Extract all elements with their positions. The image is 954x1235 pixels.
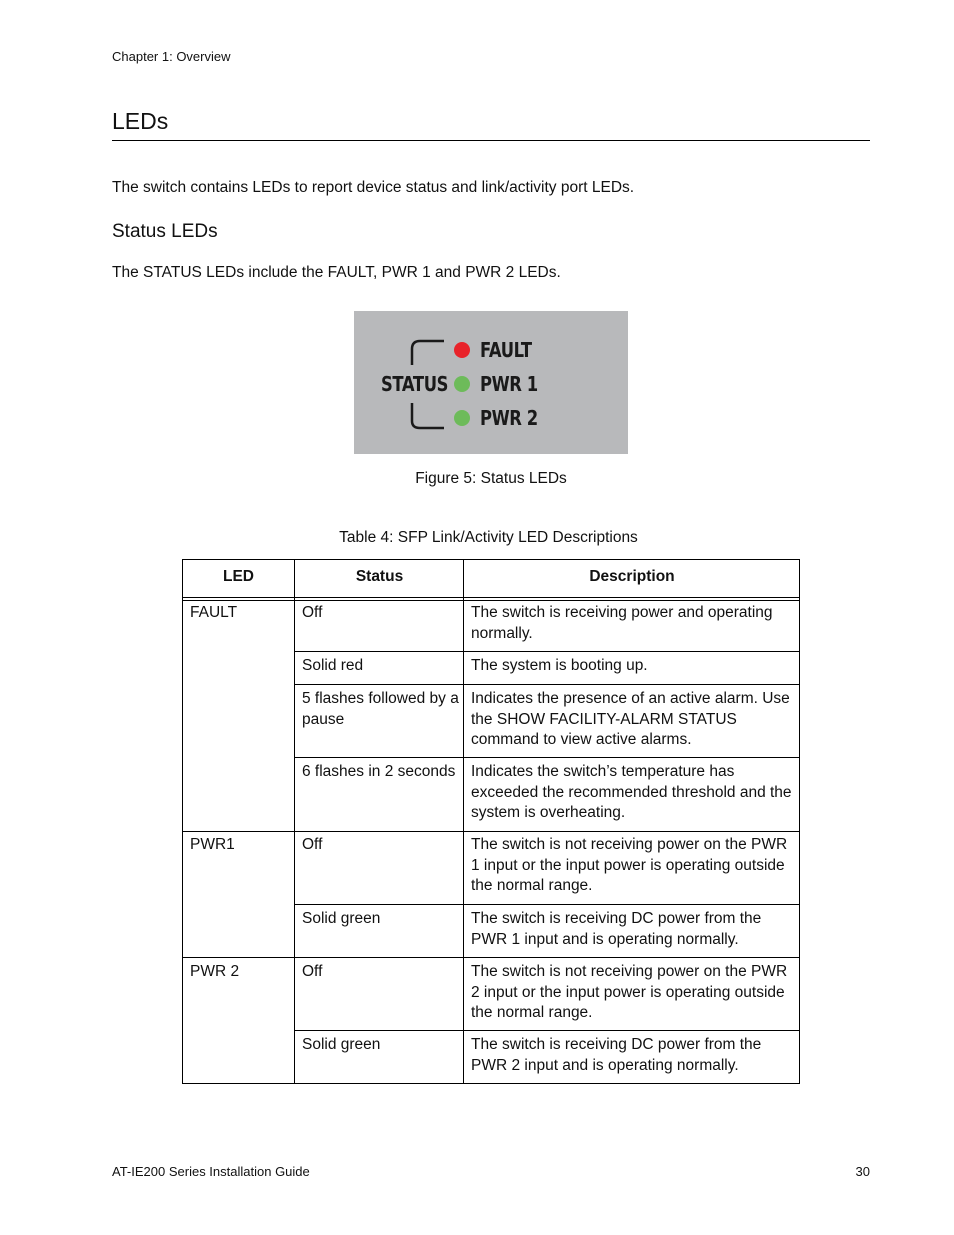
- cell-status: Off: [302, 963, 323, 980]
- row-separator: [294, 651, 800, 652]
- table-border-top: [182, 559, 800, 560]
- running-head: Chapter 1: Overview: [112, 49, 231, 64]
- table-border-bottom: [182, 1083, 800, 1084]
- cell-status: 5 flashes followed by a pause: [302, 690, 459, 728]
- status-leds-figure: [354, 311, 628, 454]
- row-separator: [294, 684, 800, 685]
- header-description: Description: [589, 568, 675, 585]
- figure-caption: Figure 5: Status LEDs: [415, 470, 567, 487]
- cell-led: FAULT: [190, 604, 238, 621]
- pwr1-led-dot: [454, 376, 470, 392]
- header-led: LED: [223, 568, 254, 585]
- intro-paragraph: The switch contains LEDs to report device status and link/activity port LEDs.: [112, 179, 635, 196]
- table-caption: Table 4: SFP Link/Activity LED Descriptions: [339, 529, 638, 546]
- footer-page-number: 30: [855, 1164, 870, 1179]
- row-separator: [294, 904, 800, 905]
- cell-description: Indicates the switch’s temperature has exceeded the recommended threshold and the system is overheating.: [471, 763, 792, 821]
- cell-description: The switch is not receiving power on the PWR 2 input or the input power is operating outside the normal range.: [471, 963, 788, 1021]
- table-border-left: [182, 559, 183, 1084]
- header-rule: [182, 600, 800, 601]
- footer-guide-title: AT-IE200 Series Installation Guide: [112, 1164, 310, 1179]
- cell-description: Indicates the presence of an active alarm. Use the SHOW FACILITY-ALARM STATUS command to view active alarms.: [471, 690, 790, 748]
- header-rule: [182, 597, 800, 598]
- status-group-label: STATUS: [381, 372, 449, 396]
- status-intro-paragraph: The STATUS LEDs include the FAULT, PWR 1 and PWR 2 LEDs.: [112, 264, 561, 281]
- cell-status: Solid green: [302, 910, 381, 927]
- cell-description: The switch is receiving DC power from the PWR 1 input and is operating normally.: [471, 910, 762, 948]
- section-heading: Status LEDs: [112, 221, 218, 242]
- cell-led: PWR1: [190, 836, 235, 853]
- cell-status: 6 flashes in 2 seconds: [302, 763, 456, 780]
- fault-led-label: FAULT: [480, 338, 532, 362]
- title-rule: [112, 140, 870, 141]
- cell-description: The system is booting up.: [471, 657, 648, 674]
- pwr2-led-label: PWR 2: [480, 406, 538, 430]
- group-separator: [182, 831, 800, 832]
- pwr1-led-label: PWR 1: [480, 372, 538, 396]
- cell-status: Solid green: [302, 1036, 381, 1053]
- cell-description: The switch is not receiving power on the PWR 1 input or the input power is operating outside the normal range.: [471, 836, 788, 894]
- cell-description: The switch is receiving power and operating normally.: [471, 604, 773, 642]
- row-separator: [294, 1030, 800, 1031]
- cell-status: Solid red: [302, 657, 364, 674]
- cell-status: Off: [302, 836, 323, 853]
- cell-led: PWR 2: [190, 963, 240, 980]
- cell-status: Off: [302, 604, 323, 621]
- column-separator: [463, 559, 464, 1084]
- header-status: Status: [355, 568, 404, 585]
- pwr2-led-dot: [454, 410, 470, 426]
- column-separator: [294, 559, 295, 1084]
- led-description-table: [182, 559, 800, 1084]
- fault-led-dot: [454, 342, 470, 358]
- cell-description: The switch is receiving DC power from the PWR 2 input and is operating normally.: [471, 1036, 762, 1074]
- page-title: LEDs: [112, 108, 169, 134]
- row-separator: [294, 757, 800, 758]
- table-border-right: [799, 559, 800, 1084]
- group-separator: [182, 957, 800, 958]
